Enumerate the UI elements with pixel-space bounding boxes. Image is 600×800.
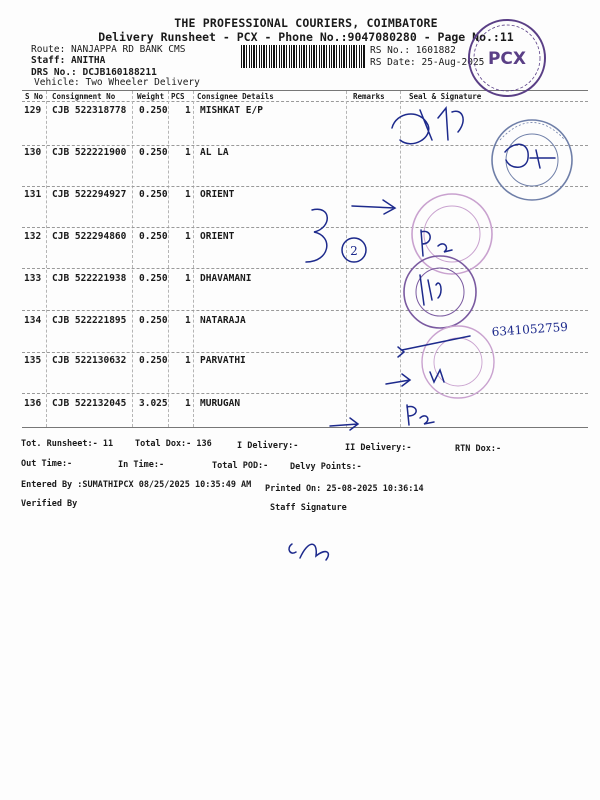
total-runsheet: Tot. Runsheet:- 11 bbox=[21, 439, 114, 449]
row-pcs: 1 bbox=[185, 147, 191, 158]
row-weight: 0.250 bbox=[139, 147, 168, 158]
col-separator bbox=[168, 91, 169, 427]
row-sno: 133 bbox=[24, 273, 42, 284]
row-consignee: PARVATHI bbox=[200, 355, 246, 366]
signature-mark bbox=[352, 200, 395, 214]
row-weight: 0.250 bbox=[139, 231, 168, 242]
runsheet-title: Delivery Runsheet - PCX - Phone No.:9047080280 - Page No.:11 bbox=[98, 30, 514, 44]
row-consignment-no: CJB 522130632 bbox=[52, 355, 127, 366]
round-seal-stamp bbox=[492, 120, 572, 200]
signature-mark bbox=[421, 230, 452, 256]
handwritten-phone-number: 6341052759 bbox=[491, 319, 569, 339]
total-pod: Total POD:- bbox=[212, 461, 269, 471]
row-sno: 134 bbox=[24, 315, 42, 326]
row-weight: 0.250 bbox=[139, 355, 168, 366]
seal-stamp bbox=[412, 194, 492, 274]
table-top-rule bbox=[22, 90, 588, 91]
vehicle-label: Vehicle: Two Wheeler Delivery bbox=[34, 77, 200, 88]
row-sno: 131 bbox=[24, 189, 42, 200]
row-consignee: ORIENT bbox=[200, 231, 235, 242]
row-consignee: DHAVAMANI bbox=[200, 273, 252, 284]
signature-mark bbox=[330, 418, 358, 430]
row-consignment-no: CJB 522221938 bbox=[52, 273, 127, 284]
row-rule bbox=[22, 352, 588, 353]
barcode bbox=[241, 45, 365, 68]
printed-on: Printed On: 25-08-2025 10:36:14 bbox=[265, 484, 424, 494]
signature-mark bbox=[407, 405, 434, 425]
row-weight: 0.250 bbox=[139, 189, 168, 200]
col-separator bbox=[346, 91, 347, 427]
col-separator bbox=[400, 91, 401, 427]
company-name: THE PROFESSIONAL COURIERS, COIMBATORE bbox=[174, 16, 438, 30]
row-pcs: 1 bbox=[185, 189, 191, 200]
col-header-weight: Weight bbox=[137, 92, 165, 101]
row-weight: 0.250 bbox=[139, 315, 168, 326]
header-rule bbox=[22, 101, 588, 102]
circled-number: 2 bbox=[350, 244, 358, 258]
col-separator bbox=[132, 91, 133, 427]
col-separator bbox=[46, 91, 47, 427]
row-consignment-no: CJB 522294860 bbox=[52, 231, 127, 242]
i-delivery: I Delivery:- bbox=[237, 441, 299, 451]
row-consignee: AL LA bbox=[200, 147, 229, 158]
row-consignment-no: CJB 522221900 bbox=[52, 147, 127, 158]
drs-number: DRS No.: DCJB160188211 bbox=[31, 67, 157, 78]
col-header-remarks: Remarks bbox=[353, 92, 385, 101]
row-weight: 3.025 bbox=[139, 398, 168, 409]
row-sno: 135 bbox=[24, 355, 42, 366]
signature-mark bbox=[392, 108, 463, 144]
row-rule bbox=[22, 227, 588, 228]
row-rule bbox=[22, 393, 588, 394]
signature-mark bbox=[289, 544, 328, 560]
verified-by: Verified By bbox=[21, 499, 78, 509]
row-consignee: MURUGAN bbox=[200, 398, 241, 409]
row-sno: 132 bbox=[24, 231, 42, 242]
signature-mark bbox=[306, 209, 327, 262]
staff-signature-label: Staff Signature bbox=[270, 503, 347, 513]
staff-label: Staff: ANITHA bbox=[31, 55, 106, 66]
row-weight: 0.250 bbox=[139, 273, 168, 284]
signature-mark bbox=[398, 336, 470, 357]
row-sno: 129 bbox=[24, 105, 42, 116]
row-pcs: 1 bbox=[185, 273, 191, 284]
row-pcs: 1 bbox=[185, 315, 191, 326]
rs-date: RS Date: 25-Aug-2025 bbox=[370, 57, 485, 68]
route-label: Route: NANJAPPA RD BANK CMS bbox=[31, 44, 186, 55]
total-dox: Total Dox:- 136 bbox=[135, 439, 212, 449]
entered-by: Entered By :SUMATHIPCX 08/25/2025 10:35:49 AM bbox=[21, 480, 252, 490]
col-header-sno: S No bbox=[25, 92, 44, 101]
row-rule bbox=[22, 268, 588, 269]
row-pcs: 1 bbox=[185, 355, 191, 366]
row-sno: 130 bbox=[24, 147, 42, 158]
col-header-pcs: PCS bbox=[171, 92, 185, 101]
row-pcs: 1 bbox=[185, 398, 191, 409]
row-rule bbox=[22, 310, 588, 311]
col-header-consignment: Consignment No bbox=[52, 92, 116, 101]
row-rule bbox=[22, 145, 588, 146]
out-time: Out Time:- bbox=[21, 459, 73, 469]
rs-number: RS No.: 1601882 bbox=[370, 45, 456, 56]
delivery-points: Delvy Points:- bbox=[290, 462, 362, 472]
ii-delivery: II Delivery:- bbox=[345, 443, 412, 453]
row-consignee: ORIENT bbox=[200, 189, 235, 200]
row-consignee: NATARAJA bbox=[200, 315, 246, 326]
table-bottom-rule bbox=[22, 427, 588, 428]
col-separator bbox=[193, 91, 194, 427]
pcx-stamp-text: PCX bbox=[487, 49, 527, 69]
row-rule bbox=[22, 186, 588, 187]
row-pcs: 1 bbox=[185, 231, 191, 242]
in-time: In Time:- bbox=[118, 460, 165, 470]
col-header-consignee: Consignee Details bbox=[197, 92, 274, 101]
signature-mark bbox=[420, 275, 441, 305]
seal-stamp bbox=[422, 326, 494, 398]
row-consignment-no: CJB 522318778 bbox=[52, 105, 127, 116]
signature-mark bbox=[386, 370, 444, 386]
row-consignment-no: CJB 522221895 bbox=[52, 315, 127, 326]
row-consignee: MISHKAT E/P bbox=[200, 105, 263, 116]
row-pcs: 1 bbox=[185, 105, 191, 116]
row-consignment-no: CJB 522132045 bbox=[52, 398, 127, 409]
row-consignment-no: CJB 522294927 bbox=[52, 189, 127, 200]
signature-mark bbox=[505, 144, 555, 168]
col-header-seal-signature: Seal & Signature bbox=[409, 92, 482, 101]
row-sno: 136 bbox=[24, 398, 42, 409]
row-weight: 0.250 bbox=[139, 105, 168, 116]
seal-stamp bbox=[404, 256, 476, 328]
rtn-dox: RTN Dox:- bbox=[455, 444, 502, 454]
